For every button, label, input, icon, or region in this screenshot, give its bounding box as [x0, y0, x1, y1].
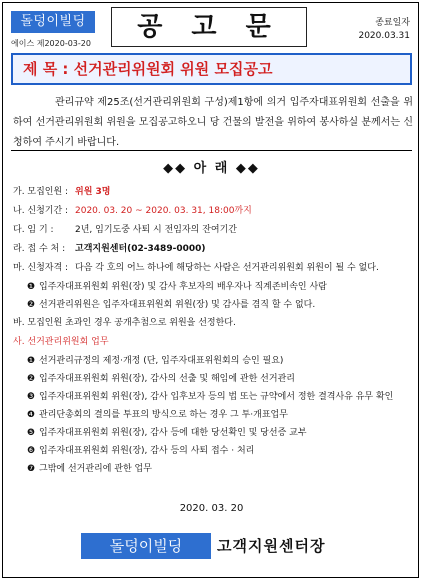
sub-item: ❷ 선거관리위원은 입주자대표위원회 위원(장) 및 감사를 겸직 할 수 없다. [13, 296, 413, 314]
item-row [13, 259, 413, 278]
sub-item: ❺ 입주자대표위원회 위원(장), 감사 등에 대한 당선확인 및 당선증 교부 [13, 424, 413, 442]
notice-page [2, 2, 419, 578]
bullet-icon: ❷ [27, 374, 36, 384]
intro-paragraph: 관리규약 제25조(선거관리위원회 구성)제1항에 의거 입주자대표위원회 선출을 위하여 선거관리위원회 위원을 모집공고하오니 당 건물의 발전을 위하여 봉사하실 분께서는 신청하여 주시기 바랍니다. [13, 97, 413, 148]
item-value: 2년, 임기도중 사퇴 시 전임자의 잔여기간 [75, 225, 237, 235]
item-text: 바. 모집인원 초과인 경우 공개추첨으로 위원을 선정한다. [13, 318, 236, 328]
bullet-icon: ❶ [27, 356, 36, 366]
sub-item: ❻ 입주자대표위원회 위원(장), 감사 등의 사퇴 접수 · 처리 [13, 442, 413, 460]
bullet-icon: ❸ [27, 392, 36, 402]
close-date-box [358, 17, 410, 43]
bullet-icon: ❺ [27, 428, 36, 438]
footer-brand-badge: 돌덩이빌딩 [81, 533, 211, 559]
item-value: 2020. 03. 20 ~ 2020. 03. 31, 18:00까지 [75, 206, 252, 216]
item-row [13, 314, 413, 333]
subject-banner: 제 목 : 선거관리위원회 위원 모집공고 [11, 53, 412, 85]
item-value: 고객지원센터(02-3489-0000) [75, 244, 206, 254]
item-label: 마. 신청자격 : [13, 263, 69, 273]
item-row [13, 240, 413, 259]
item-label: 라. 접 수 처 : [13, 244, 66, 254]
document-number: 에이스 제2020-03-20 [11, 39, 91, 48]
brand-badge: 돌덩이빌딩 [11, 11, 95, 33]
item-label: 다. 임 기 : [13, 225, 54, 235]
divider [11, 150, 412, 151]
sub-item: ❷ 입주자대표위원회 위원(장), 감사의 선출 및 해임에 관한 선거관리 [13, 370, 413, 388]
bullet-icon: ❻ [27, 446, 36, 456]
close-date-label: 종료일자 [375, 18, 410, 28]
announce-heading: ◆◆ 아 래 ◆◆ [163, 161, 260, 176]
page-title: 공 고 문 [111, 7, 307, 47]
item-label: 나. 신청기간 : [13, 206, 69, 216]
notice-date: 2020. 03. 20 [179, 503, 244, 514]
item-value: 위원 3명 [75, 187, 111, 197]
item-row [13, 202, 413, 221]
item-label: 가. 모집인원 : [13, 187, 69, 197]
item-row [13, 183, 413, 202]
sub-item: ❶ 선거관리규정의 제정·개정 (단, 입주자대표위원회의 승인 필요) [13, 352, 413, 370]
bullet-icon: ❼ [27, 464, 36, 474]
sub-item: ❸ 입주자대표위원회 위원(장), 감사 입후보자 등의 법 또는 규약에서 정한 결격사유 유무 확인 [13, 388, 413, 406]
close-date-value: 2020.03.31 [358, 31, 410, 41]
bullet-icon: ❶ [27, 282, 36, 292]
item-row [13, 221, 413, 240]
footer-signatory: 고객지원센터장 [217, 537, 326, 555]
item-value: 다음 각 호의 어느 하나에 해당하는 사람은 선거관리위원회 위원이 될 수 없다. [75, 263, 379, 273]
item-row [13, 333, 413, 352]
item-text: 사. 선거관리위원회 업무 [13, 337, 109, 347]
sub-item: ❹ 관리단총회의 결의를 투표의 방식으로 하는 경우 그 투·개표업무 [13, 406, 413, 424]
bullet-icon: ❷ [27, 300, 36, 310]
bullet-icon: ❹ [27, 410, 36, 420]
items-list [13, 183, 413, 478]
sub-item: ❶ 입주자대표위원회 위원(장) 및 감사 후보자의 배우자나 직계존비속인 사람 [13, 278, 413, 296]
sub-item: ❼ 그밖에 선거관리에 관한 업무 [13, 460, 413, 478]
